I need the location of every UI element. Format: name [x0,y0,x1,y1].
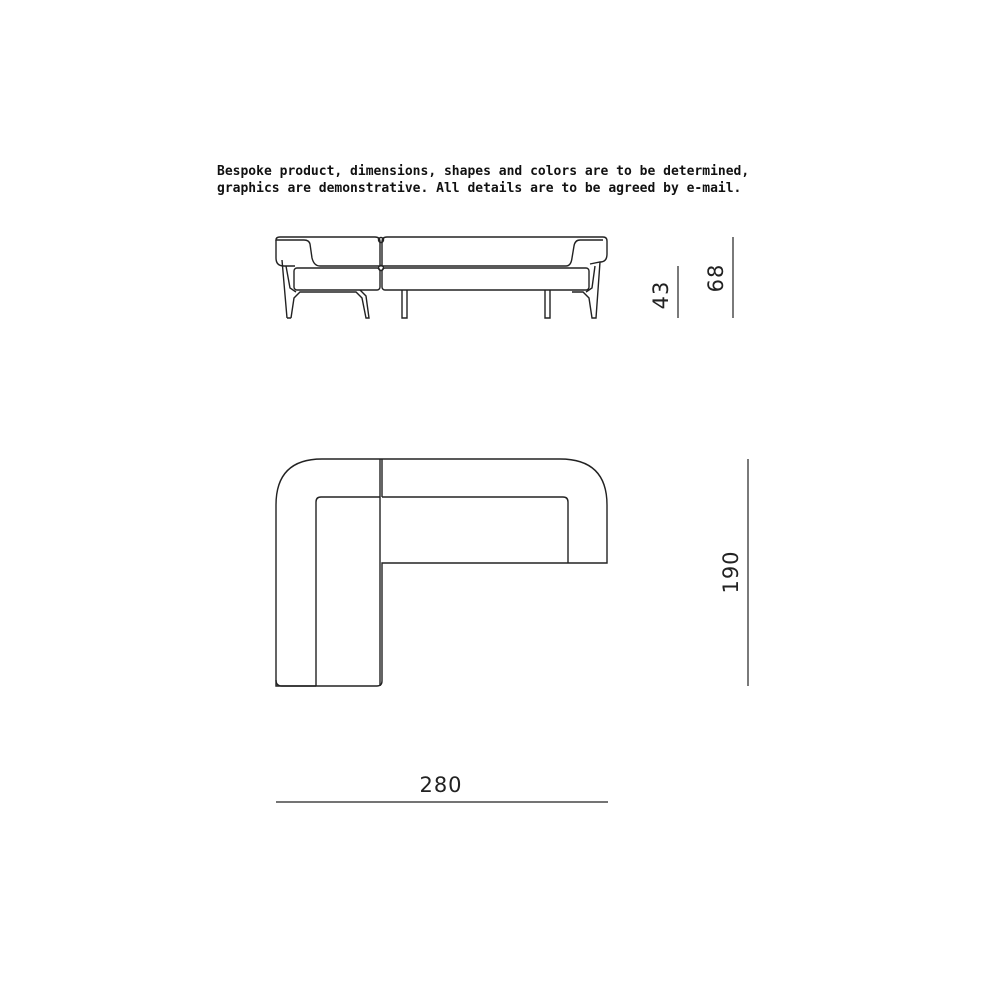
left-backrest [276,237,380,266]
center-leg-left [402,290,407,318]
width-label: 280 [419,773,463,797]
left-arm-pad [276,240,295,266]
total-height-label: 68 [704,263,728,293]
seat-height-label: 43 [649,280,673,310]
left-seat-corner [276,680,316,686]
plan-outer-outline [276,459,607,686]
front-view [276,237,607,318]
left-seat-cushion [294,268,380,290]
module-split [380,459,382,497]
center-leg-right [545,290,550,318]
disclaimer-line-2: graphics are demonstrative. All details are to be agreed by e-mail. [217,181,742,196]
right-backrest [382,237,607,266]
right-back-inner [382,497,568,563]
left-back-inner [316,497,380,686]
disclaimer-line-1: Bespoke product, dimensions, shapes and colors are to be determined, [217,164,750,179]
right-seat-cushion [382,268,589,290]
plan-view [276,459,607,686]
depth-label: 190 [719,550,743,594]
right-frame-inner [586,266,595,292]
